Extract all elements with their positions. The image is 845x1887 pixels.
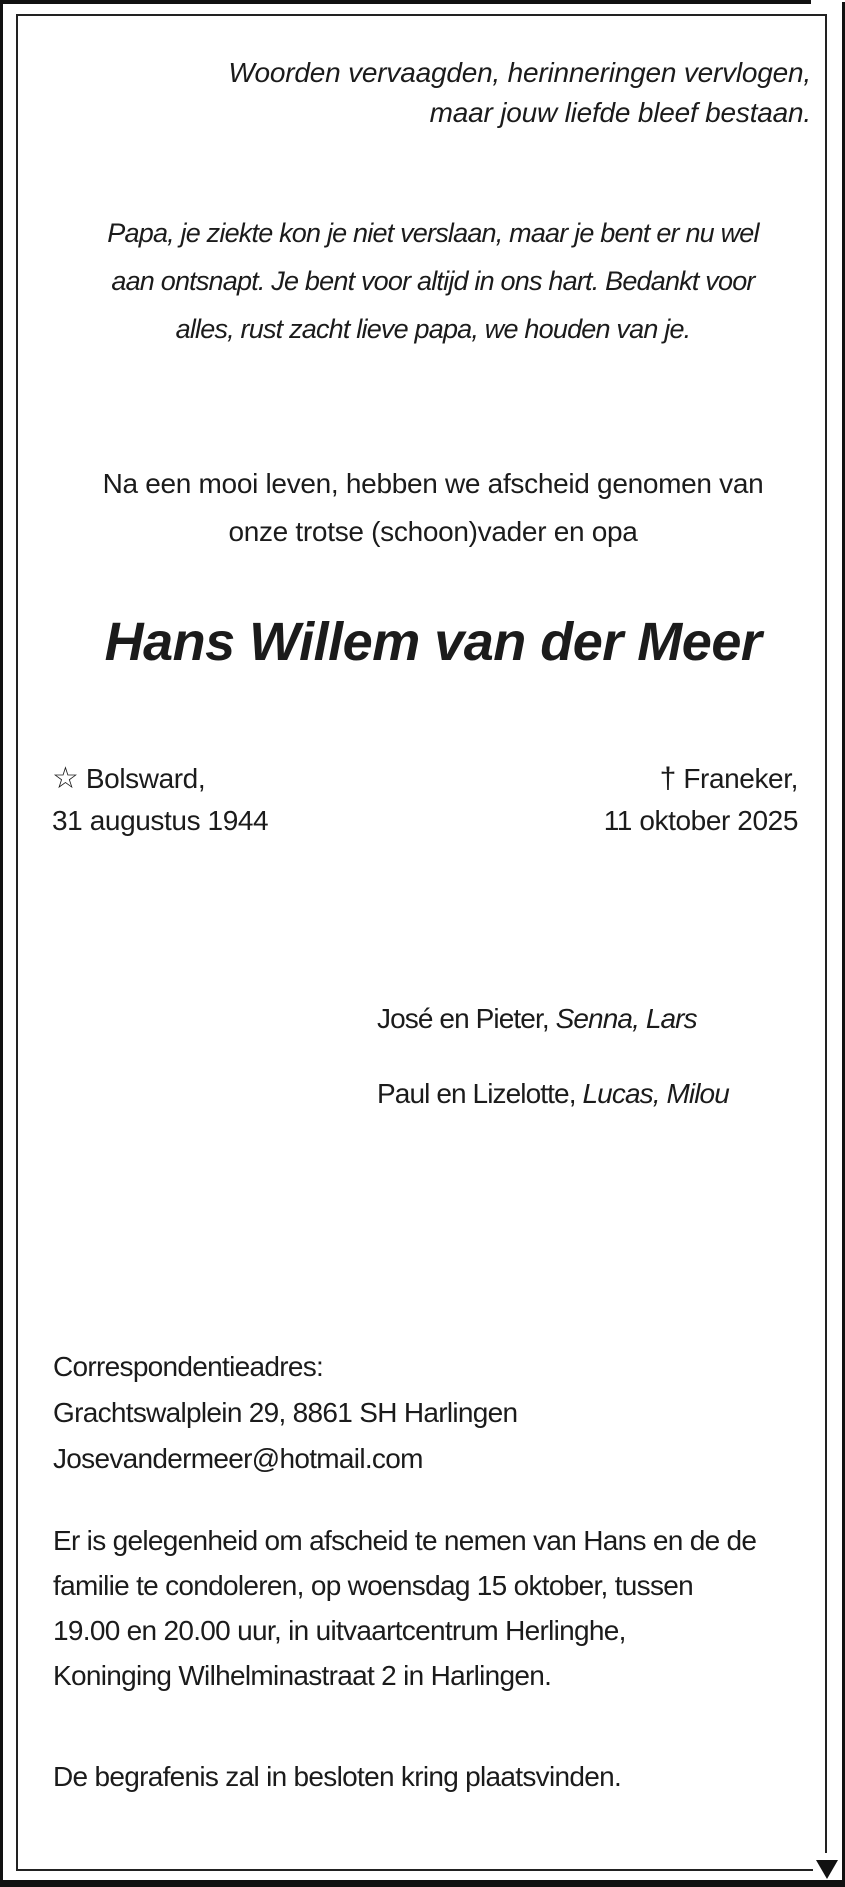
correspondence-block — [53, 1344, 517, 1482]
funeral-note: De begrafenis zal in besloten kring plaatsvinden. — [53, 1761, 622, 1792]
family-children: Lucas, Milou — [575, 1078, 729, 1109]
birth-place: Bolsward, — [85, 763, 206, 794]
death-place-line — [604, 758, 798, 800]
condolence-info: Er is gelegenheid om afscheid te nemen van Hans en de de familie te condoleren, op woensdag 15 oktober, tussen 19.00 en 20.00 uur, in uitvaartcentrum Herlinghe, Koninging Wilhelminastraat 2 in Harlingen. — [53, 1525, 757, 1691]
birth-place-line — [52, 758, 268, 800]
tribute-quote: Papa, je ziekte kon je niet verslaan, maar je bent er nu wel aan ontsnapt. Je bent voor altijd in ons hart. Bedankt voor alles, rust zacht lieve papa, we houden van je. — [107, 218, 759, 344]
birth-star-icon: ☆ — [52, 762, 79, 795]
outer-border-top — [0, 0, 811, 4]
family-row — [377, 1003, 697, 1035]
family-children: Senna, Lars — [548, 1003, 697, 1034]
correspondence-label: Correspondentieadres: — [53, 1351, 324, 1382]
death-info — [604, 758, 798, 842]
opening-quote: Woorden vervaagden, herinneringen vervlogen, maar jouw liefde bleef bestaan. — [228, 57, 811, 128]
correspondence-lines: Grachtswalplein 29, 8861 SH Harlingen Josevandermeer@hotmail.com — [53, 1397, 518, 1474]
birth-info — [52, 758, 268, 842]
death-place: Franeker, — [683, 763, 798, 794]
death-cross-icon: † — [659, 762, 676, 795]
outer-border-bottom — [0, 1880, 845, 1887]
birth-date: 31 augustus 1944 — [52, 805, 269, 836]
death-date: 11 oktober 2025 — [603, 805, 798, 836]
announcement-text: Na een mooi leven, hebben we afscheid genomen van onze trotse (schoon)vader en opa — [102, 468, 764, 547]
family-row — [377, 1078, 729, 1110]
family-parents: Paul en Lizelotte, — [377, 1078, 576, 1109]
corner-triangle-icon — [816, 1860, 838, 1879]
family-parents: José en Pieter, — [377, 1003, 549, 1034]
outer-border-left — [0, 0, 3, 1887]
deceased-name: Hans Willem van der Meer — [104, 612, 762, 672]
